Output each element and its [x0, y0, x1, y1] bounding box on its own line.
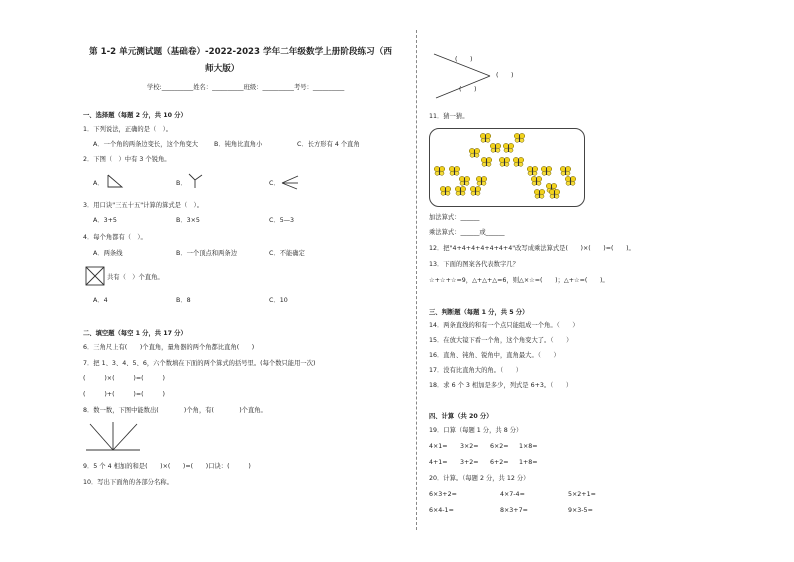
q8-text: 8．数一数，下图中能数出( )个角，有( )个直角。 [83, 407, 267, 414]
q1-option-c: C．长方形有 4 个直角 [297, 141, 360, 148]
butterfly-icon [481, 157, 492, 167]
q20-item: 9×3-5= [568, 507, 593, 514]
q18-text: 18．求 6 个 3 相加是多少，列式是 6+3。（ ） [429, 382, 573, 389]
q19-item: 1+8= [519, 459, 538, 466]
butterfly-icon [560, 166, 571, 176]
butterfly-icon [476, 176, 487, 186]
q4-stem: 4．每个角都有（ ）。 [83, 234, 147, 241]
q7-row1: ( )×( )=( ) [83, 375, 165, 382]
q2-stem: 2．下图（ ）中有 3 个锐角。 [83, 156, 171, 163]
butterfly-icon [455, 186, 466, 196]
angle-blank-3: ( ) [459, 86, 477, 93]
section3-header: 三、判断题（每题 1 分，共 5 分） [429, 309, 529, 316]
butterfly-icon [469, 148, 480, 158]
q1-stem: 1．下列说法，正确的是（ ）。 [83, 126, 173, 133]
butterfly-icon [503, 143, 514, 153]
section1-header: 一、选择题（每题 2 分，共 10 分） [83, 112, 187, 119]
q17-text: 17．没有比直角大的角。（ ） [429, 367, 523, 374]
q20-item: 6×3+2= [429, 491, 457, 498]
q5-stem: 共有（ ）个直角。 [107, 274, 164, 281]
butterfly-icon [459, 176, 470, 186]
page-title-line2: 师大版） [205, 64, 240, 74]
mul-formula: 乘法算式：______或______ [429, 229, 505, 236]
butterfly-icon [434, 166, 445, 176]
butterfly-icon [449, 166, 460, 176]
butterfly-icon [527, 166, 538, 176]
butterfly-icon [565, 176, 576, 186]
section4-header: 四、计算（共 20 分） [429, 413, 493, 420]
butterfly-icon [480, 133, 491, 143]
q3-option-b: B．3×5 [176, 217, 200, 224]
q4-option-a: A．两条线 [93, 250, 123, 257]
q19-item: 3×2= [460, 443, 479, 450]
q2-figure-c [280, 174, 300, 190]
q19-text: 19．口算（每题 1 分，共 8 分） [429, 427, 523, 434]
student-info-line: 学校:__________姓名：__________班级：__________考号：__________ [147, 84, 345, 91]
q1-option-a: A．一个角的两条边变长，这个角变大 [93, 141, 199, 148]
q2-label-b: B． [176, 180, 187, 187]
butterfly-icon [531, 176, 542, 186]
q20-text: 20．计算。（每题 2 分，共 12 分） [429, 475, 530, 482]
q4-option-b: B．一个顶点和两条边 [176, 250, 237, 257]
angle-blank-2: ( ) [496, 72, 514, 79]
q20-item: 4×7-4= [500, 491, 525, 498]
q14-text: 14．两条直线的和有一个点只能组成一个角。（ ） [429, 322, 579, 329]
butterfly-icon [490, 143, 501, 153]
q5-option-a: A．4 [93, 297, 108, 304]
butterfly-icon [513, 157, 524, 167]
q20-item: 6×4-1= [429, 507, 454, 514]
q7-row2: ( )+( )=( ) [83, 391, 165, 398]
q19-item: 6×2= [490, 443, 509, 450]
q10-text: 10．写出下面角的各部分名称。 [83, 479, 173, 486]
butterfly-icon [470, 186, 481, 196]
q2-label-c: C． [269, 180, 280, 187]
butterfly-icon [541, 166, 552, 176]
q9-text: 9．5 个 4 相加的和是( )×( )=( )口诀：( ) [83, 463, 251, 470]
butterfly-icon [514, 133, 525, 143]
q13-equation: ☆+☆+☆=9，△+△+△=6，则△×☆=( )；△+☆=( )。 [429, 277, 609, 284]
q4-option-c: C．不能确定 [269, 250, 305, 257]
q13-text: 13．下面的图案各代表数字几？ [429, 261, 519, 268]
q7-text: 7．把 1、3、4、5、6，六个数填在下面的两个算式的括号里。(每个数只能用一次) [83, 360, 316, 367]
q19-item: 1×8= [519, 443, 538, 450]
column-divider [416, 30, 418, 530]
butterfly-icon [549, 189, 560, 199]
q12-text: 12．把"4+4+4+4+4+4+4"改写成乘法算式是( )×( )=( )。 [429, 245, 635, 252]
page-title-line1: 第 1-2 单元测试题（基础卷）-2022-2023 学年二年级数学上册阶段练习（西 [89, 47, 392, 57]
q16-text: 16．直角、钝角、锐角中，直角最大。（ ） [429, 352, 560, 359]
section2-header: 二、填空题（每空 1 分，共 17 分） [83, 330, 187, 337]
q3-option-c: C．5—3 [269, 217, 295, 224]
angle-blank-1: ( ) [455, 56, 473, 63]
q3-stem: 3．用口诀"三五十五"计算的算式是（ ）。 [83, 202, 203, 209]
q5-square-figure [84, 265, 106, 287]
butterfly-icon [499, 157, 510, 167]
q2-label-a: A． [93, 180, 104, 187]
q5-option-c: C．10 [269, 297, 288, 304]
butterfly-icon [440, 186, 451, 196]
q20-item: 8×3+7= [500, 507, 528, 514]
q8-rays-figure [84, 420, 142, 454]
butterfly-icon [534, 189, 545, 199]
q1-option-b: B．钝角比直角小 [214, 141, 263, 148]
add-formula: 加法算式：______ [429, 214, 480, 221]
q3-option-a: A．3+5 [93, 217, 117, 224]
q19-item: 6+2= [490, 459, 509, 466]
q19-item: 4+1= [429, 459, 448, 466]
q5-option-b: B．8 [176, 297, 191, 304]
q6-text: 6．三角尺上有( )个直角，量角器的两个角都比直角( ) [83, 344, 255, 351]
q2-figure-b [186, 172, 204, 190]
q15-text: 15．在放大镜下看一个角，这个角变大了。（ ） [429, 337, 573, 344]
q20-item: 5×2+1= [568, 491, 596, 498]
q11-text: 11．猜一猜。 [429, 113, 469, 120]
q2-figure-a [106, 173, 124, 189]
q19-item: 3+2= [460, 459, 479, 466]
q19-item: 4×1= [429, 443, 448, 450]
